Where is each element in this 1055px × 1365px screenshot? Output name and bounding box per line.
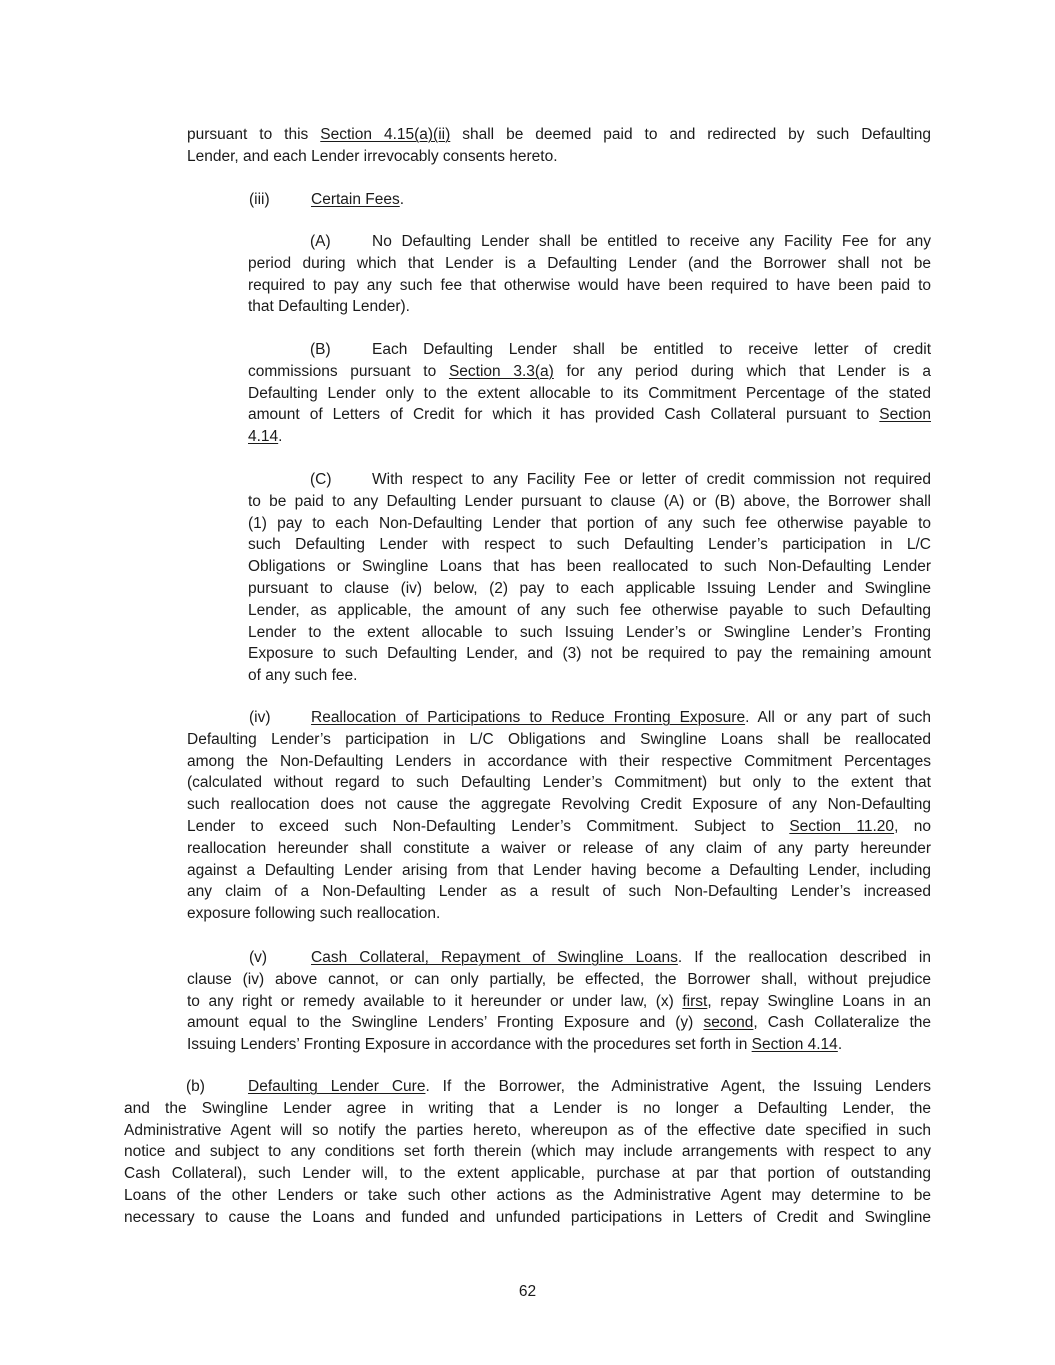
text-line [248, 600, 931, 622]
underlined-text: Defaulting Lender Cure [248, 1078, 426, 1095]
text-segment: . [278, 428, 283, 446]
text-segment: Lender to the extent allocable to such Issuing Lender’s or Swingline Lender’s Fronting [248, 623, 931, 641]
text-segment: pursuant to clause (iv) below, (2) pay to each applicable Issuing Lender and Swingline [248, 579, 931, 597]
text-segment: required to pay any such fee that otherwise would have been required to have been paid to [248, 276, 931, 294]
text-segment: . All or any part of such [745, 709, 931, 726]
text-segment: for any period during which that Lender is a [553, 362, 931, 380]
text-segment: against a Defaulting Lender arising from that Lender having become a Defaulting Lender, including [187, 861, 931, 879]
text-segment: Loans of the other Lenders or take such other actions as the Administrative Agent may determine to be [124, 1186, 931, 1204]
text-line [187, 860, 931, 882]
text-line [187, 707, 931, 729]
text-line [187, 838, 931, 860]
text-segment: commissions pursuant to [248, 362, 449, 380]
clause-v-cash-collateral [187, 947, 931, 1056]
clause-iii-a-paragraph [248, 231, 931, 318]
text-line [124, 1098, 931, 1120]
text-line [248, 383, 931, 405]
text-line [187, 1034, 931, 1056]
text-line [248, 296, 931, 318]
text-line [248, 404, 931, 426]
text-line [124, 1076, 931, 1098]
text-segment: No Defaulting Lender shall be entitled to receive any Facility Fee for any [372, 233, 931, 250]
clause-label: (B) [310, 341, 331, 358]
text-segment: Exposure to such Defaulting Lender, and (3) not be required to pay the remaining amount [248, 645, 931, 663]
text-segment: amount equal to the Swingline Lenders’ Fronting Exposure and (y) [187, 1014, 704, 1032]
text-line [248, 578, 931, 600]
text-line [187, 772, 931, 794]
text-line [187, 991, 931, 1013]
text-segment: clause (iv) above cannot, or can only partially, be effected, the Borrower shall, without prejudice [187, 970, 931, 988]
text-segment: . If the Borrower, the Administrative Agent, the Issuing Lenders [425, 1078, 931, 1095]
text-line [248, 339, 931, 361]
text-segment: such reallocation does not cause the aggregate Revolving Credit Exposure of any Non-Defaulting [187, 796, 931, 814]
text-segment: necessary to cause the Loans and funded and unfunded participations in Letters of Credit and Swingline [124, 1208, 931, 1226]
text-segment: that Defaulting Lender). [248, 298, 410, 316]
paragraph-continued [187, 124, 931, 168]
text-segment: pursuant to this [187, 126, 321, 143]
text-segment: period during which that Lender is a Defaulting Lender (and the Borrower shall not be [248, 254, 931, 272]
underlined-text: Cash Collateral, Repayment of Swingline Loans [311, 949, 678, 966]
underlined-text: Section 4.14 [751, 1036, 838, 1054]
text-segment: any claim of a Non-Defaulting Lender as a result of such Non-Defaulting Lender’s increased [187, 883, 931, 901]
text-segment: amount of Letters of Credit for which it has provided Cash Collateral pursuant to [248, 406, 880, 424]
underlined-text: Section 11.20 [789, 817, 895, 835]
clause-iii-certain-fees [187, 189, 931, 211]
text-line [187, 969, 931, 991]
text-segment: among the Non-Defaulting Lenders in accordance with their respective Commitment Percentages [187, 752, 931, 770]
text-line [248, 534, 931, 556]
text-line [187, 729, 931, 751]
underlined-text: first [682, 992, 708, 1010]
clause-label: (iii) [249, 191, 270, 208]
text-segment: Lender, as applicable, the amount of any such fee otherwise payable to such Defaulting [248, 601, 931, 619]
text-segment: Issuing Lenders’ Fronting Exposure in accordance with the procedures set forth in [187, 1036, 752, 1054]
text-segment: (calculated without regard to such Defaulting Lender’s Commitment) but only to the extent that [187, 774, 931, 792]
underlined-text: Reallocation of Participations to Reduce Fronting Exposure [311, 709, 746, 726]
underlined-text: Certain Fees [311, 191, 400, 208]
text-segment: such Defaulting Lender with respect to such Defaulting Lender’s participation in L/C [248, 536, 931, 554]
text-segment: . [399, 191, 405, 208]
clause-iv-reallocation [187, 707, 931, 925]
text-segment: Obligations or Swingline Loans that has been reallocated to such Non-Defaulting Lender [248, 558, 931, 576]
text-segment: Defaulting Lender only to the extent allocable to its Commitment Percentage of the stated [248, 384, 931, 402]
underlined-text: Section 4.15(a)(ii) [320, 126, 451, 143]
section-b-defaulting-lender-cure [124, 1076, 931, 1229]
text-segment: Cash Collateral), such Lender will, to the extent applicable, purchase at par that portion of outstanding [124, 1165, 931, 1183]
text-segment: notice and subject to any conditions set forth therein (which may include arrangements with respect to any [124, 1143, 931, 1161]
text-segment: reallocation hereunder shall constitute a waiver or release of any claim of any party hereunder [187, 839, 931, 857]
text-line [248, 469, 931, 491]
text-line [124, 1163, 931, 1185]
text-line [187, 124, 931, 146]
text-line [187, 751, 931, 773]
text-line [187, 189, 931, 211]
text-line [248, 491, 931, 513]
underlined-text: Section [879, 406, 931, 424]
text-segment: Each Defaulting Lender shall be entitled to receive letter of credit [372, 341, 931, 358]
text-line [124, 1207, 931, 1229]
text-segment: to any right or remedy available to it hereunder or under law, (x) [187, 992, 683, 1010]
underlined-text: Section 3.3(a) [448, 362, 554, 380]
clause-iii-c-paragraph [248, 469, 931, 687]
text-line [187, 1012, 931, 1034]
text-line [187, 146, 931, 168]
text-segment: . [837, 1036, 843, 1054]
text-line [187, 816, 931, 838]
clause-iii-b-paragraph [248, 339, 931, 448]
text-segment: of any such fee. [248, 667, 358, 685]
text-segment: shall be deemed paid to and redirected by such Defaulting [450, 126, 931, 143]
text-line [248, 361, 931, 383]
text-segment: (1) pay to each Non-Defaulting Lender that portion of any such fee otherwise payable to [248, 514, 931, 532]
clause-label: (b) [186, 1078, 205, 1095]
clause-label: (C) [310, 471, 332, 488]
page-number: 62 [518, 1283, 537, 1300]
text-segment: and the Swingline Lender agree in writing that a Lender is no longer a Defaulting Lender, the [124, 1099, 931, 1117]
text-line [124, 1120, 931, 1142]
text-line [248, 253, 931, 275]
text-segment: Administrative Agent will so notify the parties hereto, whereupon as of the effective date specified in such [124, 1121, 931, 1139]
text-segment: Lender to exceed such Non-Defaulting Lender’s Commitment. Subject to [187, 817, 790, 835]
text-line [187, 794, 931, 816]
text-segment: Lender, and each Lender irrevocably consents hereto. [187, 147, 558, 165]
text-line [248, 622, 931, 644]
clause-label: (A) [310, 233, 331, 250]
clause-label: (v) [249, 949, 268, 966]
clause-label: (iv) [249, 709, 271, 726]
underlined-text: 4.14 [248, 428, 279, 446]
text-line [124, 1185, 931, 1207]
text-line [248, 231, 931, 253]
text-segment: to be paid to any Defaulting Lender pursuant to clause (A) or (B) above, the Borrower shall [248, 492, 931, 510]
text-segment: Defaulting Lender’s participation in L/C Obligations and Swingline Loans shall be reallocated [187, 730, 931, 748]
text-segment: exposure following such reallocation. [187, 905, 441, 923]
text-line [248, 275, 931, 297]
text-line [187, 903, 931, 925]
text-line [187, 947, 931, 969]
text-line [248, 426, 931, 448]
text-line [248, 556, 931, 578]
text-segment: , repay Swingline Loans in an [707, 992, 931, 1010]
text-segment: , Cash Collateralize the [753, 1014, 931, 1032]
text-line [248, 643, 931, 665]
text-line [124, 1141, 931, 1163]
text-line [248, 665, 931, 687]
text-segment: . If the reallocation described in [677, 949, 931, 966]
underlined-text: second [703, 1014, 754, 1032]
text-segment: With respect to any Facility Fee or letter of credit commission not required [372, 471, 931, 488]
text-line [187, 881, 931, 903]
text-line [248, 513, 931, 535]
text-segment: , no [894, 817, 931, 835]
